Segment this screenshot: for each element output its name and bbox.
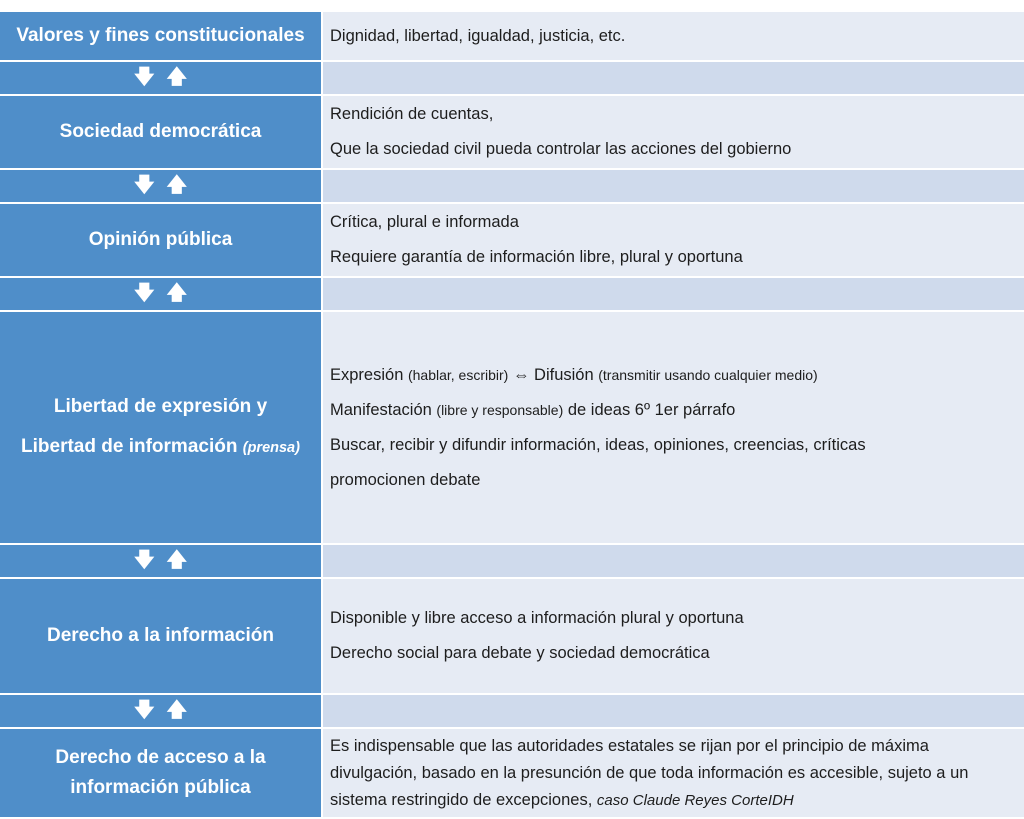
down-up-arrows-icon: 🡇 🡅 xyxy=(133,174,188,196)
table-row xyxy=(0,311,1024,544)
row-content-libertad xyxy=(322,311,1024,544)
arrow-row xyxy=(0,694,1024,728)
arrow-row-blank xyxy=(322,277,1024,311)
down-up-arrows-icon: 🡇 🡅 xyxy=(133,282,188,304)
down-up-arrows-icon: 🡇 🡅 xyxy=(133,66,188,88)
table-row xyxy=(0,728,1024,818)
label-line: Libertad de información xyxy=(21,436,238,457)
content-line-manifestacion: Manifestación (libre y responsable) de ideas 6º 1er párrafo xyxy=(330,400,736,419)
table-row xyxy=(0,578,1024,694)
table-row xyxy=(0,12,1024,61)
content-line: Disponible y libre acceso a información plural y oportuna xyxy=(330,609,744,627)
row-content-sociedad xyxy=(322,95,1024,169)
arrow-row xyxy=(0,277,1024,311)
table-row xyxy=(0,203,1024,277)
row-label-acceso xyxy=(0,728,322,818)
content-line: Dignidad, libertad, igualdad, justicia, etc. xyxy=(330,26,626,45)
content-line-expresion: Expresión (hablar, escribir) ⇔ Difusión (transmitir usando cualquier medio) xyxy=(330,365,818,384)
row-content-acceso xyxy=(322,728,1024,818)
arrow-row xyxy=(0,169,1024,203)
constitutional-values-table xyxy=(0,12,1024,819)
arrow-row xyxy=(0,61,1024,95)
table-row xyxy=(0,95,1024,169)
down-up-arrows-icon: 🡇 🡅 xyxy=(133,549,188,571)
label-italic-prensa: (prensa) xyxy=(242,440,300,456)
arrow-row-blank xyxy=(322,694,1024,728)
content-line: promocionen debate xyxy=(330,470,481,489)
label-line: información pública xyxy=(70,777,251,798)
content-line: Derecho social para debate y sociedad democrática xyxy=(330,644,710,662)
content-line: Rendición de cuentas, xyxy=(330,105,494,123)
content-paragraph: Es indispensable que las autoridades estatales se rijan por el principio de máxima divulgación, basado en la presunción de que toda información es accesible, sujeto a un sistema restringido de excepciones, caso Claude Reyes CorteIDH xyxy=(330,736,969,809)
arrow-row xyxy=(0,544,1024,578)
row-label-opinion: Opinión pública xyxy=(0,203,322,277)
content-line: Requiere garantía de información libre, plural y oportuna xyxy=(330,248,743,266)
row-label-derecho-informacion: Derecho a la información xyxy=(0,578,322,694)
label-line: Derecho de acceso a la xyxy=(55,747,266,768)
arrow-row-blank xyxy=(322,169,1024,203)
row-label-valores: Valores y fines constitucionales xyxy=(0,12,322,61)
row-content-opinion xyxy=(322,203,1024,277)
row-content-valores xyxy=(322,12,1024,61)
content-line: Buscar, recibir y difundir información, ideas, opiniones, creencias, críticas xyxy=(330,435,866,454)
row-label-sociedad: Sociedad democrática xyxy=(0,95,322,169)
down-up-arrows-icon: 🡇 🡅 xyxy=(133,699,188,721)
bidirectional-arrow-icon: ⇔ xyxy=(512,365,530,384)
row-label-libertad xyxy=(0,311,322,544)
label-line: Libertad de expresión y xyxy=(53,396,268,417)
case-citation: caso Claude Reyes CorteIDH xyxy=(596,791,794,809)
row-content-derecho-informacion xyxy=(322,578,1024,694)
arrow-row-blank xyxy=(322,61,1024,95)
content-line: Crítica, plural e informada xyxy=(330,213,519,231)
arrow-row-blank xyxy=(322,544,1024,578)
content-line: Que la sociedad civil pueda controlar las acciones del gobierno xyxy=(330,140,792,158)
